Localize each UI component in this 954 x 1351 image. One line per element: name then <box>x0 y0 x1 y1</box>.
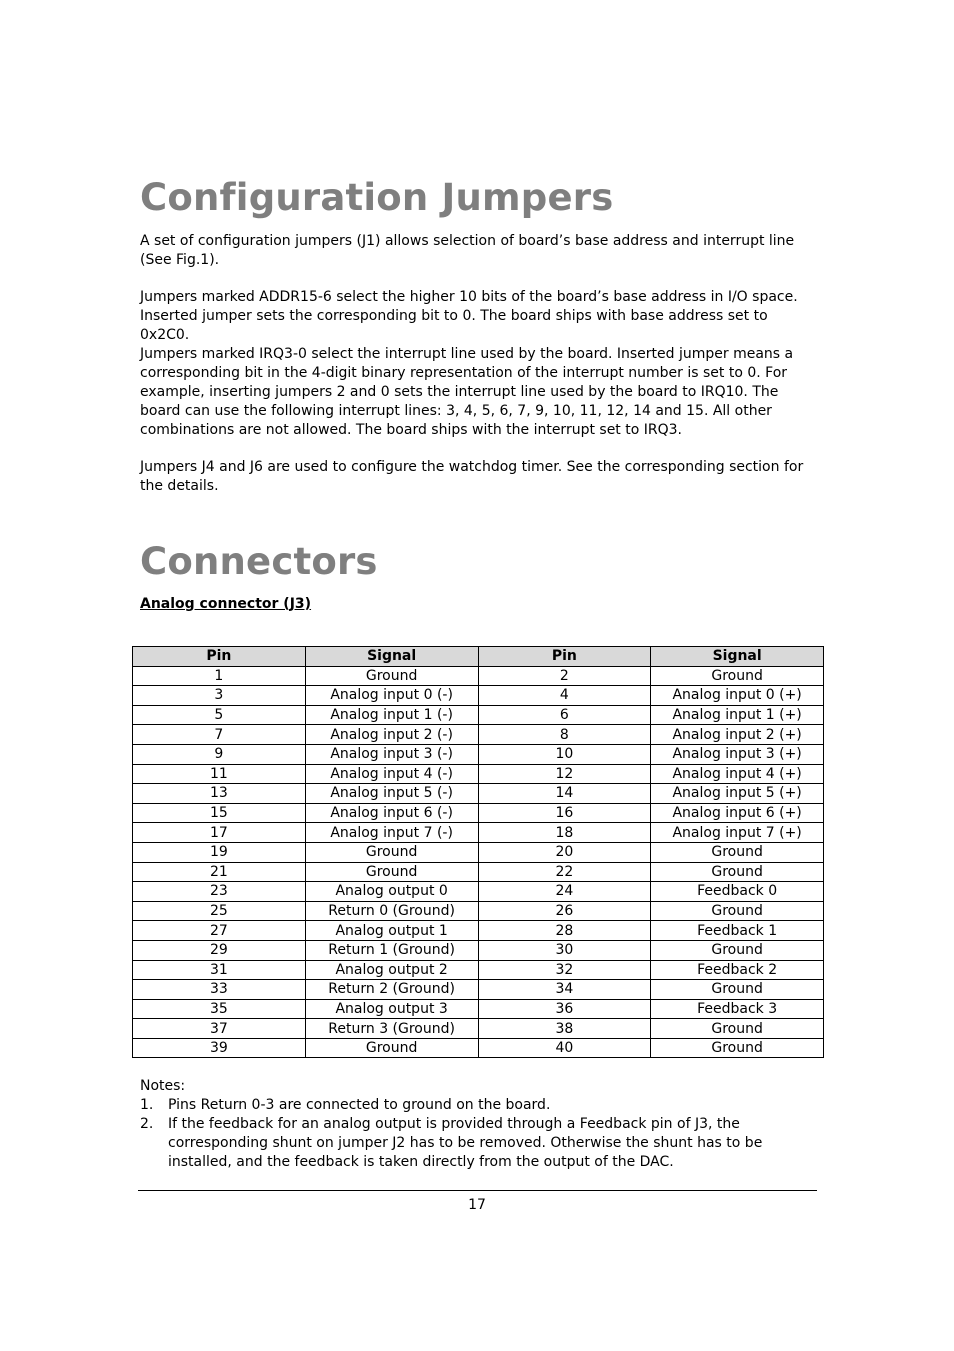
note-number: 1. <box>140 1097 154 1113</box>
pin-cell: 19 <box>133 842 306 862</box>
signal-cell: Analog input 7 (-) <box>305 823 478 843</box>
table-row <box>133 725 824 745</box>
table-row <box>133 999 824 1019</box>
table-row <box>133 686 824 706</box>
pin-cell: 1 <box>133 666 306 686</box>
table-row <box>133 784 824 804</box>
header-pin: Pin <box>478 647 651 667</box>
table-row <box>133 882 824 902</box>
signal-cell: Analog input 2 (+) <box>651 725 824 745</box>
config-paragraph-2: Jumpers marked ADDR15-6 select the higher 10 bits of the board’s base address in I/O space. Inserted jumper sets the corresponding bit to 0. The board ships with base address set to 0x2C0. <box>140 289 798 343</box>
pin-cell: 6 <box>478 705 651 725</box>
table-row <box>133 666 824 686</box>
pin-cell: 15 <box>133 803 306 823</box>
signal-cell: Analog input 5 (-) <box>305 784 478 804</box>
table-row <box>133 980 824 1000</box>
notes-title: Notes: <box>140 1078 186 1094</box>
signal-cell: Analog input 0 (-) <box>305 686 478 706</box>
signal-cell: Analog input 5 (+) <box>651 784 824 804</box>
signal-cell: Analog input 2 (-) <box>305 725 478 745</box>
signal-cell: Ground <box>305 862 478 882</box>
signal-cell: Analog input 3 (+) <box>651 744 824 764</box>
signal-cell: Analog output 3 <box>305 999 478 1019</box>
table-row <box>133 921 824 941</box>
pin-cell: 10 <box>478 744 651 764</box>
pin-cell: 24 <box>478 882 651 902</box>
signal-cell: Ground <box>651 940 824 960</box>
table-row <box>133 823 824 843</box>
signal-cell: Return 1 (Ground) <box>305 940 478 960</box>
signal-cell: Return 0 (Ground) <box>305 901 478 921</box>
signal-cell: Ground <box>305 842 478 862</box>
signal-cell: Ground <box>651 666 824 686</box>
table-header-row <box>133 647 824 667</box>
pin-cell: 38 <box>478 1019 651 1039</box>
signal-cell: Ground <box>305 666 478 686</box>
pin-cell: 18 <box>478 823 651 843</box>
pin-cell: 22 <box>478 862 651 882</box>
signal-cell: Analog output 1 <box>305 921 478 941</box>
config-paragraph-4: Jumpers J4 and J6 are used to configure the watchdog timer. See the corresponding section for the details. <box>140 459 804 494</box>
signal-cell: Ground <box>305 1038 478 1058</box>
signal-cell: Ground <box>651 901 824 921</box>
note-item <box>140 1115 780 1172</box>
pin-cell: 3 <box>133 686 306 706</box>
signal-cell: Feedback 3 <box>651 999 824 1019</box>
signal-cell: Analog input 4 (-) <box>305 764 478 784</box>
signal-cell: Feedback 2 <box>651 960 824 980</box>
table-row <box>133 960 824 980</box>
pin-cell: 25 <box>133 901 306 921</box>
pin-cell: 34 <box>478 980 651 1000</box>
signal-cell: Ground <box>651 980 824 1000</box>
signal-cell: Analog output 0 <box>305 882 478 902</box>
table-row <box>133 764 824 784</box>
pin-cell: 7 <box>133 725 306 745</box>
table-row <box>133 901 824 921</box>
signal-cell: Return 2 (Ground) <box>305 980 478 1000</box>
connectors-heading: Connectors <box>140 540 378 583</box>
table-row <box>133 705 824 725</box>
signal-cell: Ground <box>651 842 824 862</box>
pin-cell: 21 <box>133 862 306 882</box>
signal-cell: Analog input 1 (+) <box>651 705 824 725</box>
signal-cell: Analog input 6 (+) <box>651 803 824 823</box>
signal-cell: Analog input 4 (+) <box>651 764 824 784</box>
note-text: Pins Return 0-3 are connected to ground on the board. <box>168 1097 551 1113</box>
signal-cell: Analog input 6 (-) <box>305 803 478 823</box>
signal-cell: Analog input 3 (-) <box>305 744 478 764</box>
pin-cell: 23 <box>133 882 306 902</box>
signal-cell: Analog input 1 (-) <box>305 705 478 725</box>
analog-connector-subtitle: Analog connector (J3) <box>140 596 312 612</box>
pin-cell: 9 <box>133 744 306 764</box>
table-row <box>133 940 824 960</box>
pin-cell: 36 <box>478 999 651 1019</box>
pin-cell: 5 <box>133 705 306 725</box>
pin-cell: 14 <box>478 784 651 804</box>
notes-list <box>140 1096 780 1172</box>
header-signal: Signal <box>305 647 478 667</box>
note-text: If the feedback for an analog output is provided through a Feedback pin of J3, the corresponding shunt on jumper J2 has to be removed. Otherwise the shunt has to be installed, and the feedback is taken directly from the output of the DAC. <box>168 1116 763 1170</box>
table-row <box>133 842 824 862</box>
signal-cell: Feedback 1 <box>651 921 824 941</box>
pin-cell: 35 <box>133 999 306 1019</box>
pin-cell: 26 <box>478 901 651 921</box>
table-row <box>133 1019 824 1039</box>
pin-table <box>132 646 824 1058</box>
pin-cell: 39 <box>133 1038 306 1058</box>
config-paragraph-3: Jumpers marked IRQ3-0 select the interrupt line used by the board. Inserted jumper means a corresponding bit in the 4-digit binary representation of the interrupt number is set to 0. For example, inserting jumpers 2 and 0 sets the interrupt line used by the board to IRQ10. The board can use the following interrupt lines: 3, 4, 5, 6, 7, 9, 10, 11, 12, 14 and 15. All other combinations are not allowed. The board ships with the interrupt set to IRQ3. <box>140 346 794 438</box>
pin-cell: 2 <box>478 666 651 686</box>
pin-table-body <box>133 666 824 1058</box>
pin-cell: 4 <box>478 686 651 706</box>
pin-cell: 12 <box>478 764 651 784</box>
signal-cell: Ground <box>651 1019 824 1039</box>
pin-cell: 16 <box>478 803 651 823</box>
pin-cell: 33 <box>133 980 306 1000</box>
table-row <box>133 1038 824 1058</box>
note-number: 2. <box>140 1116 154 1132</box>
footer-divider <box>138 1190 817 1191</box>
pin-cell: 32 <box>478 960 651 980</box>
pin-cell: 20 <box>478 842 651 862</box>
pin-cell: 40 <box>478 1038 651 1058</box>
pin-cell: 30 <box>478 940 651 960</box>
signal-cell: Ground <box>651 862 824 882</box>
pin-cell: 37 <box>133 1019 306 1039</box>
signal-cell: Analog input 0 (+) <box>651 686 824 706</box>
header-signal: Signal <box>651 647 824 667</box>
header-pin: Pin <box>133 647 306 667</box>
pin-cell: 8 <box>478 725 651 745</box>
pin-cell: 29 <box>133 940 306 960</box>
page-number: 17 <box>468 1197 486 1213</box>
config-paragraph-1: A set of configuration jumpers (J1) allows selection of board’s base address and interrupt line (See Fig.1). <box>140 233 795 268</box>
pin-cell: 31 <box>133 960 306 980</box>
signal-cell: Return 3 (Ground) <box>305 1019 478 1039</box>
table-row <box>133 744 824 764</box>
pin-cell: 28 <box>478 921 651 941</box>
signal-cell: Feedback 0 <box>651 882 824 902</box>
signal-cell: Ground <box>651 1038 824 1058</box>
table-row <box>133 862 824 882</box>
signal-cell: Analog output 2 <box>305 960 478 980</box>
pin-cell: 11 <box>133 764 306 784</box>
pin-cell: 17 <box>133 823 306 843</box>
signal-cell: Analog input 7 (+) <box>651 823 824 843</box>
configuration-jumpers-heading: Configuration Jumpers <box>140 176 614 219</box>
table-row <box>133 803 824 823</box>
pin-cell: 13 <box>133 784 306 804</box>
pin-cell: 27 <box>133 921 306 941</box>
note-item <box>140 1096 780 1115</box>
